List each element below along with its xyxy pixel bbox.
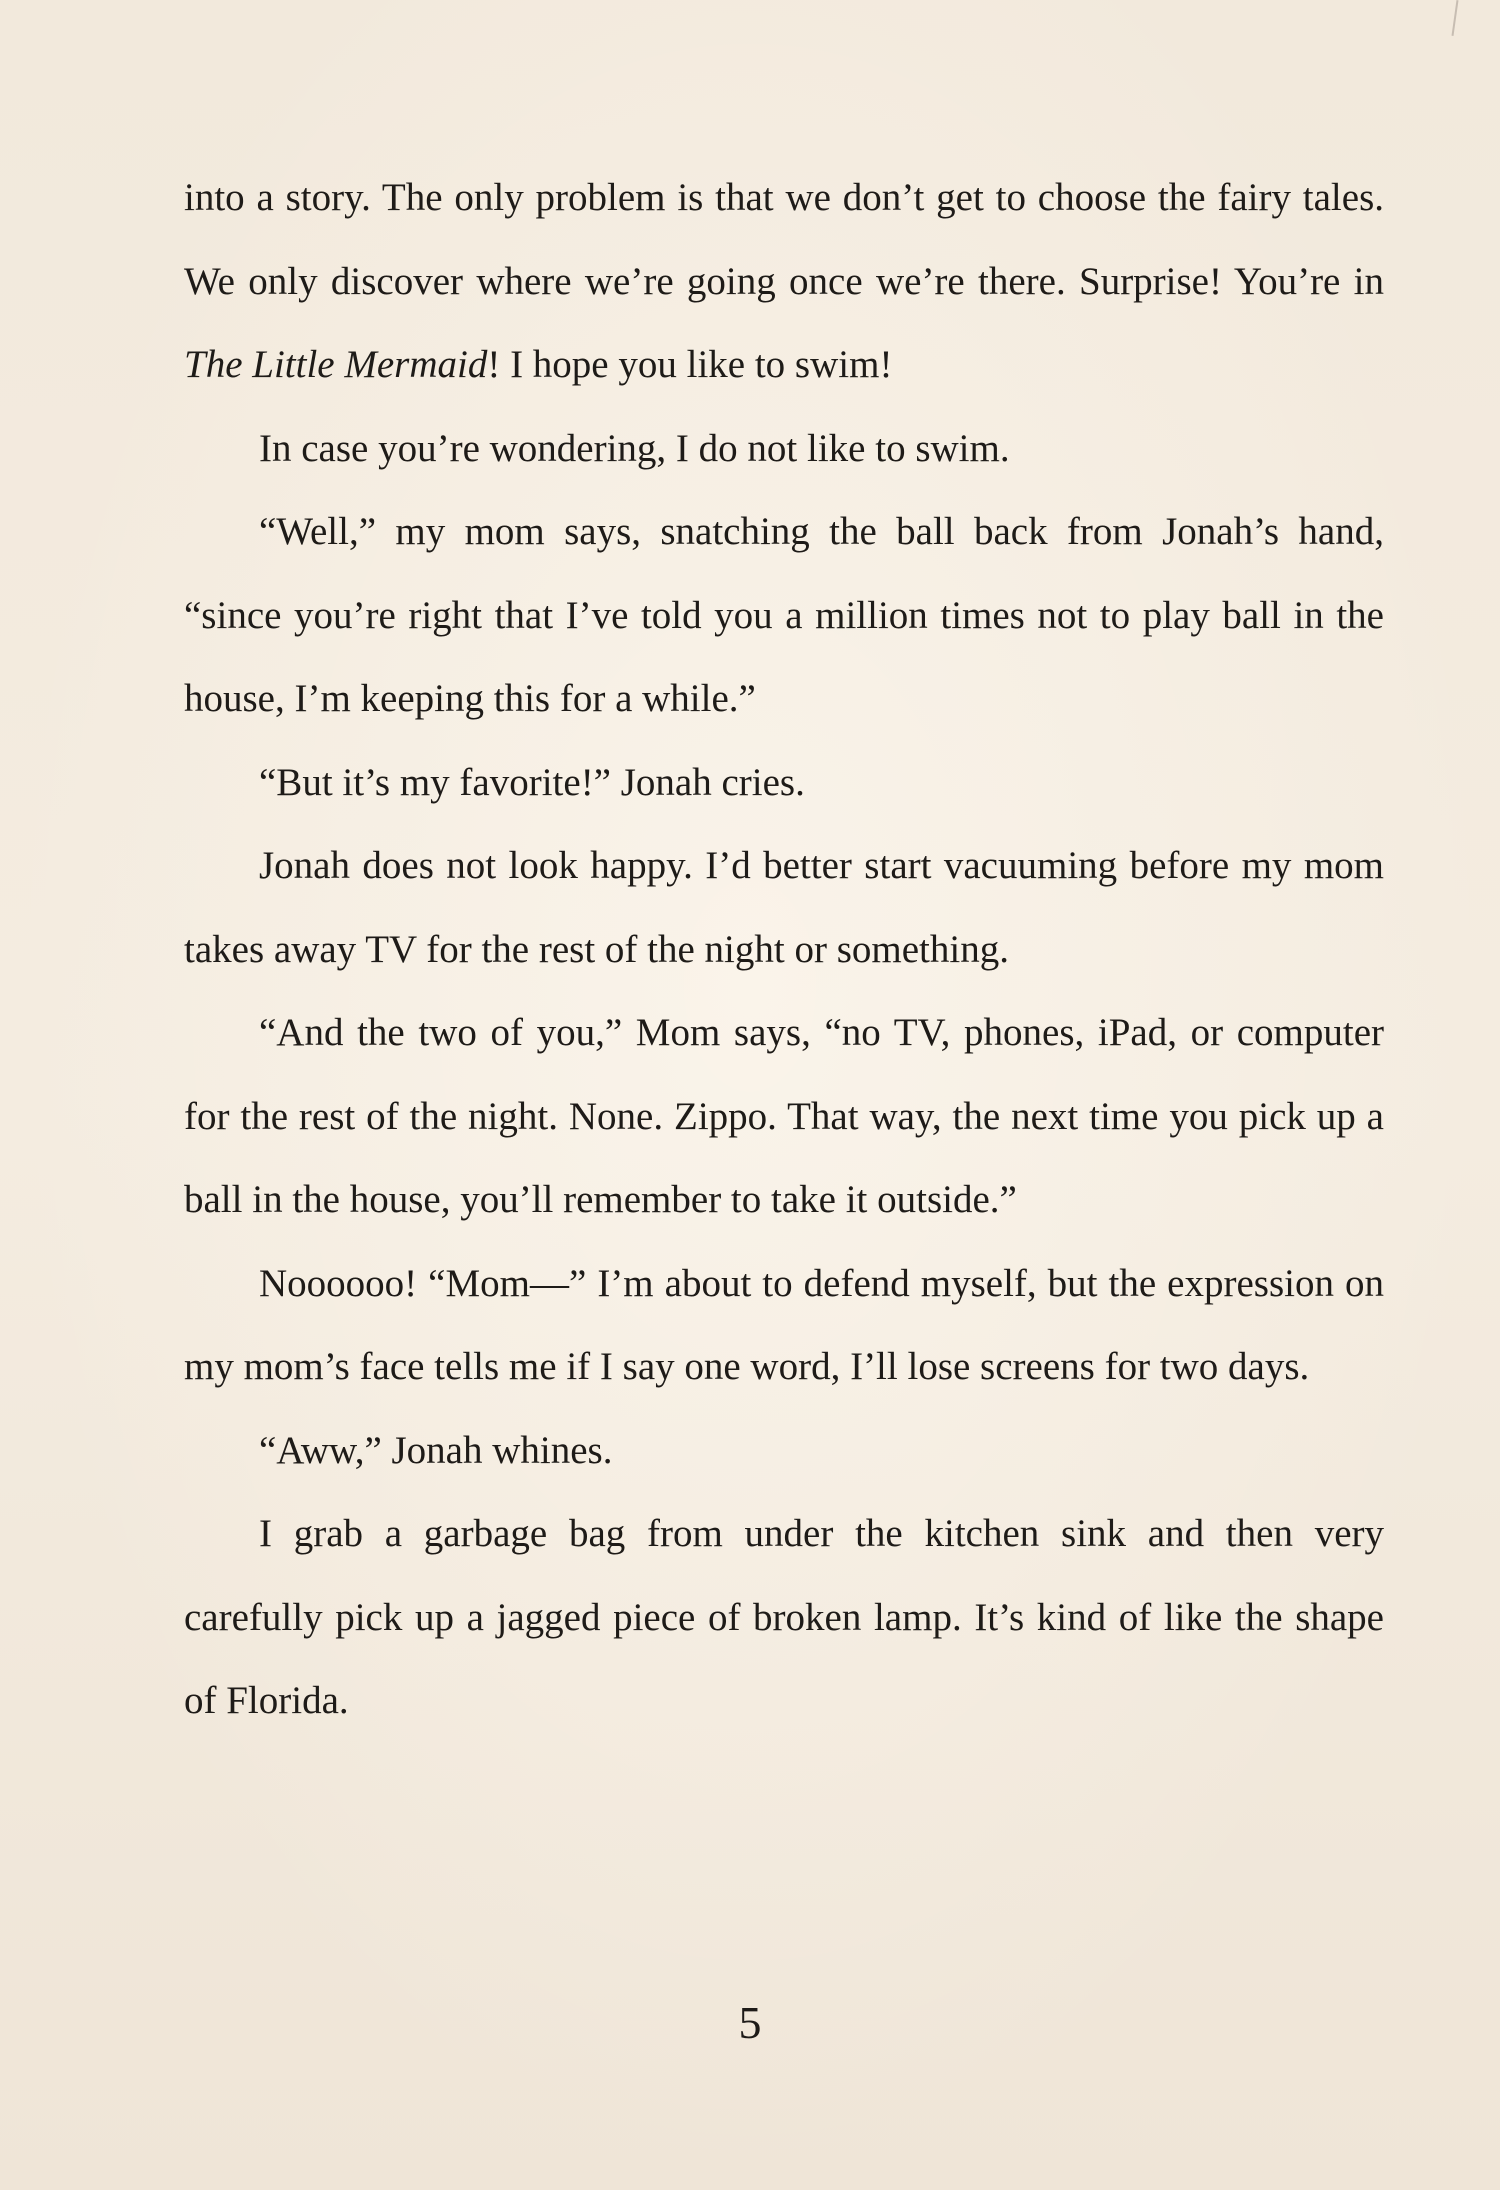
body-text (184, 156, 1384, 1743)
paragraph-1 (184, 156, 1384, 407)
paragraph-6: “And the two of you,” Mom says, “no TV, phones, iPad, or computer for the rest of the night. None. Zippo. That way, the next time you pick up a ball in the house, you’ll remember to take it outside.” (184, 1011, 1384, 1221)
paragraph-1-before: into a story. The only problem is that we don’t get to choose the fairy tales. We only discover where we’re going once we’re there. Surprise! You’re in (184, 176, 1384, 303)
book-title-italic: The Little Mermaid (184, 343, 488, 386)
paragraph-4: “But it’s my favorite!” Jonah cries. (259, 760, 805, 804)
paragraph-3: “Well,” my mom says, snatching the ball back from Jonah’s hand, “since you’re right that I’ve told you a million times not to play ball in the house, I’m keeping this for a while.” (184, 510, 1384, 720)
page-number: 5 (738, 1997, 762, 2048)
paragraph-8: “Aww,” Jonah whines. (259, 1428, 613, 1472)
paragraph-1-after: ! I hope you like to swim! (487, 343, 893, 386)
paper-edge-mark (1452, 0, 1459, 36)
paragraph-7: Noooooo! “Mom—” I’m about to defend myself, but the expression on my mom’s face tells me if I say one word, I’ll lose screens for two days. (184, 1261, 1384, 1388)
paragraph-5: Jonah does not look happy. I’d better start vacuuming before my mom takes away TV for the rest of the night or something. (184, 844, 1384, 971)
paragraph-9: I grab a garbage bag from under the kitchen sink and then very carefully pick up a jagged piece of broken lamp. It’s kind of like the shape of Florida. (184, 1512, 1384, 1722)
paragraph-2: In case you’re wondering, I do not like to swim. (259, 426, 1010, 470)
